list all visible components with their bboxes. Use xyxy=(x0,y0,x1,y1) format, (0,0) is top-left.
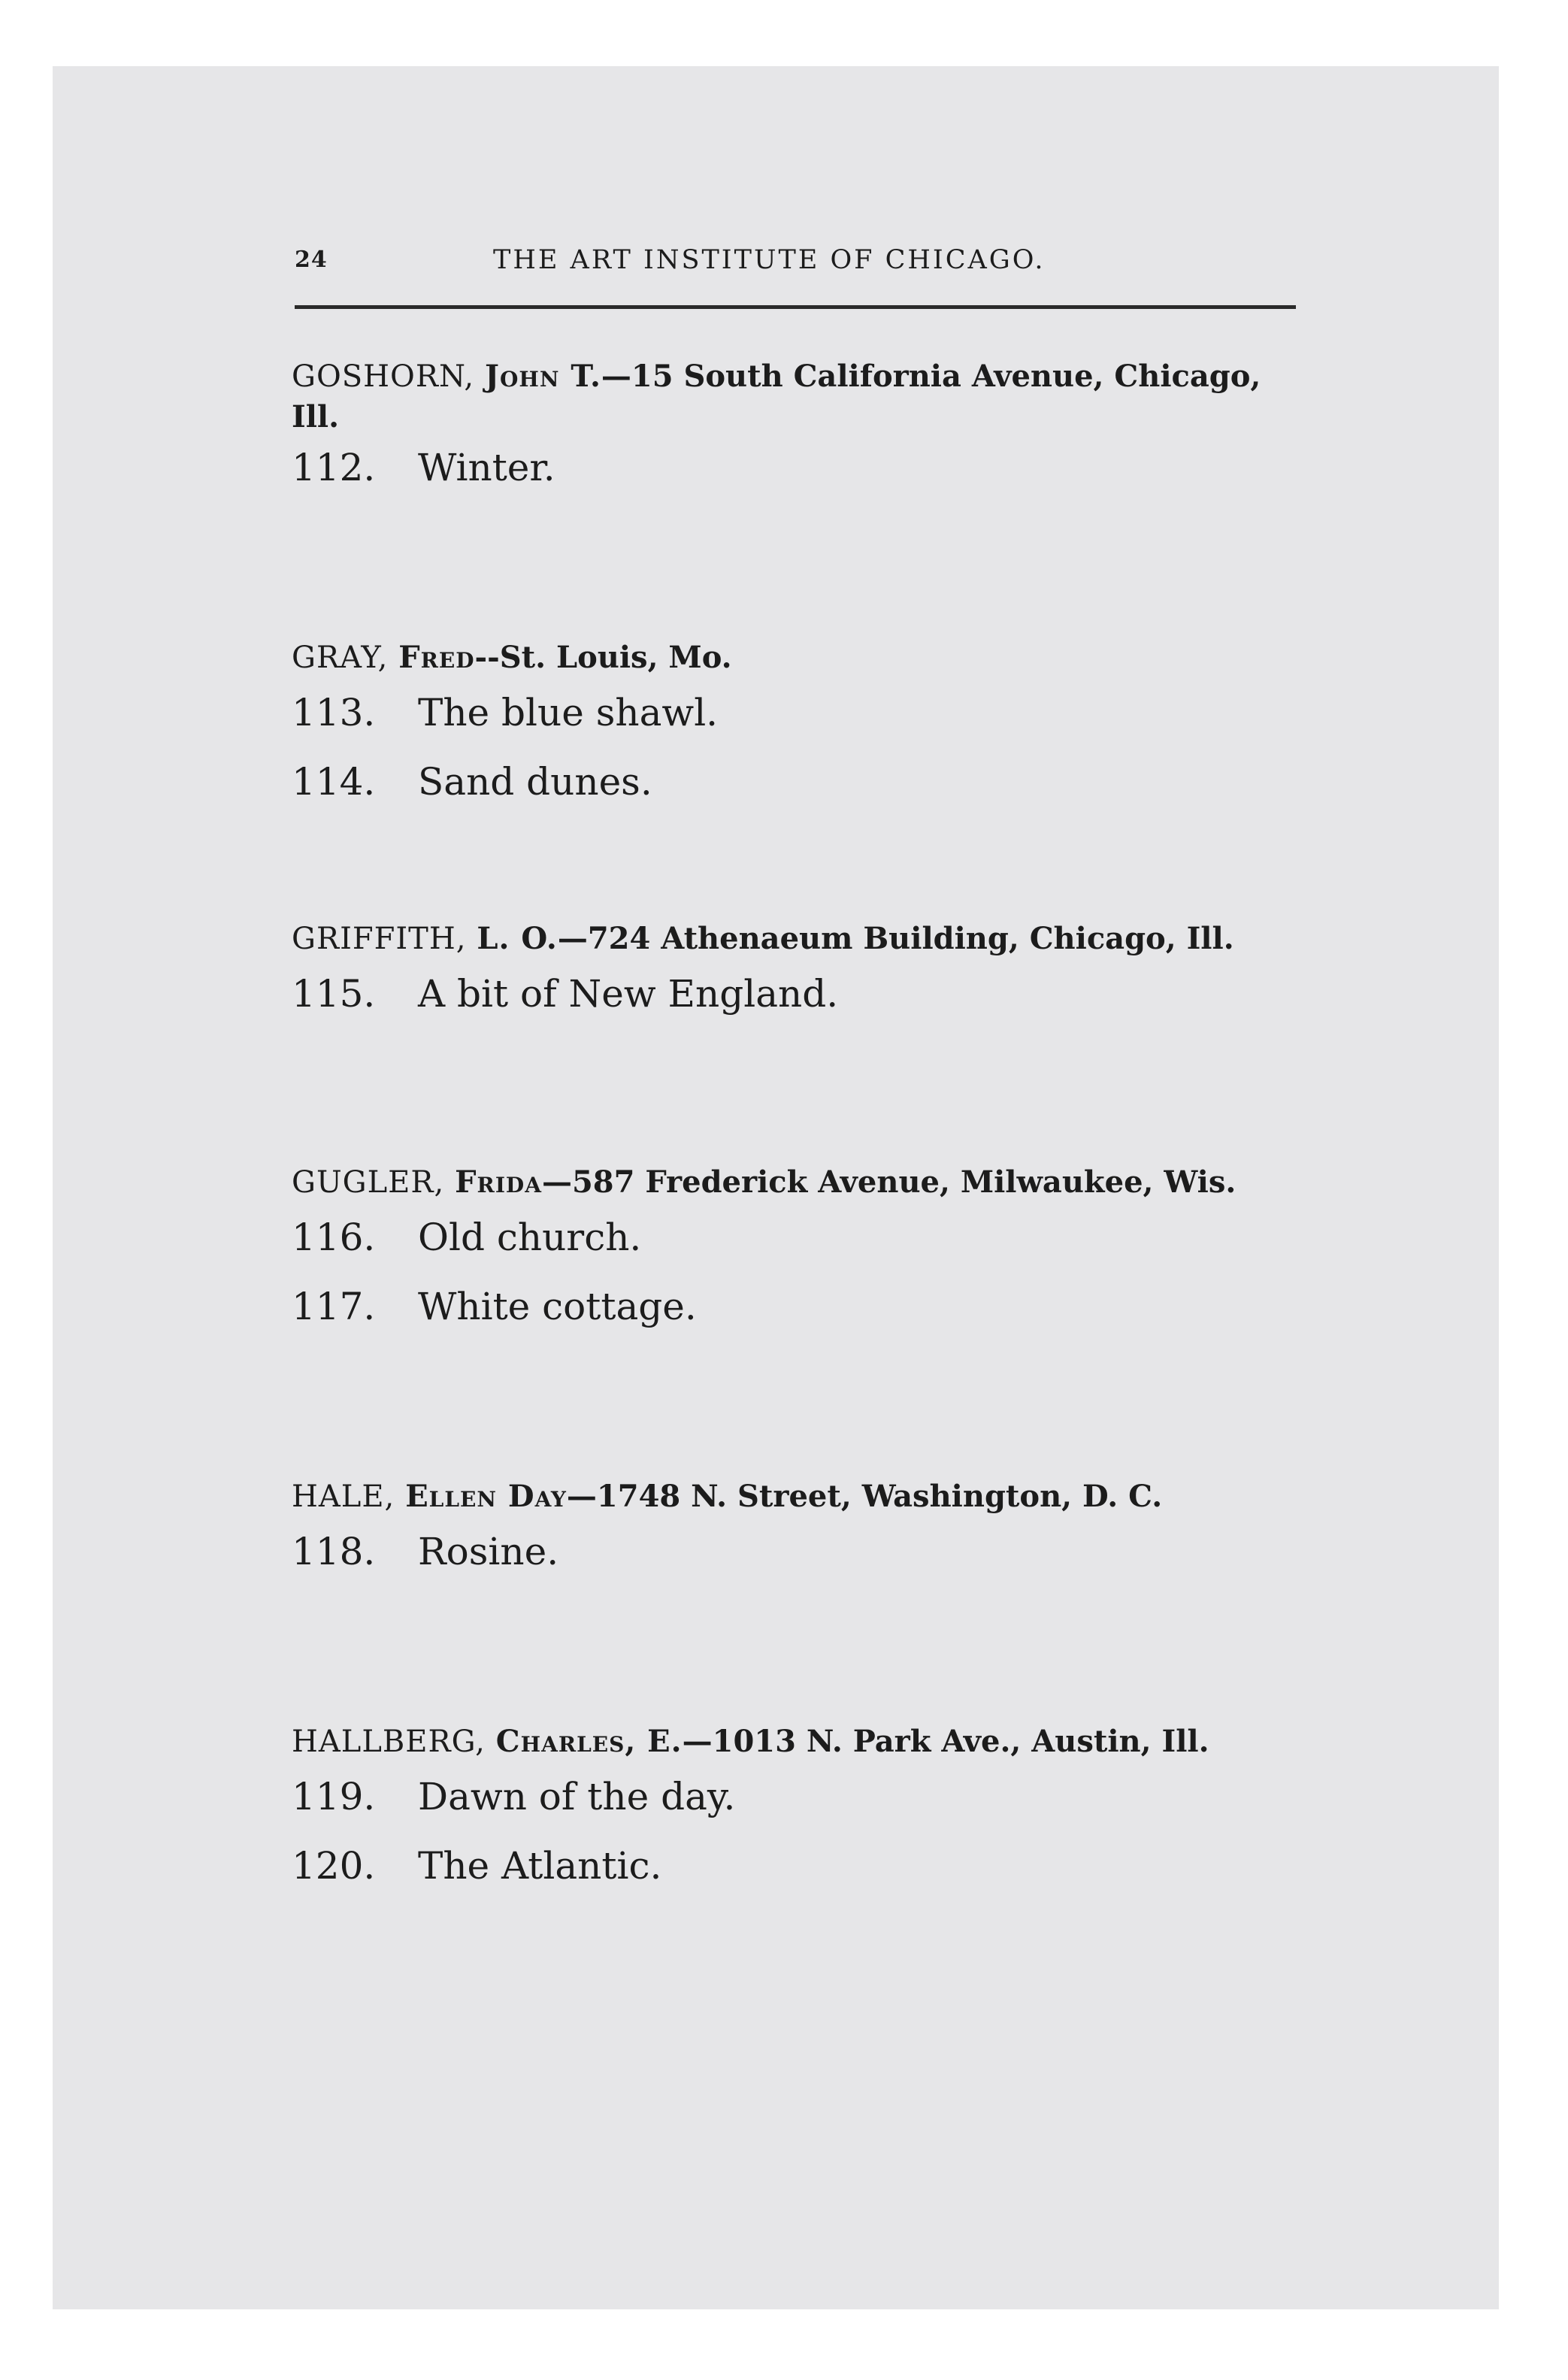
work-title: Winter. xyxy=(418,446,555,489)
work-number: 119. xyxy=(292,1775,376,1818)
artist-address: —1748 N. Street, Washington, D. C. xyxy=(566,1479,1163,1514)
artist-entry-goshorn xyxy=(292,356,1314,502)
work-number: 116. xyxy=(292,1216,376,1259)
artist-surname: GRIFFITH, xyxy=(292,922,467,956)
artist-given-name: Fred xyxy=(398,640,475,675)
work-item xyxy=(292,433,1314,502)
header-rule xyxy=(295,305,1296,309)
work-item xyxy=(292,1762,1314,1831)
work-title: The Atlantic. xyxy=(418,1844,662,1888)
running-title: THE ART INSTITUTE OF CHICAGO. xyxy=(493,245,1046,275)
artist-address: —15 South California Avenue, Chicago, xyxy=(601,359,1261,394)
artist-line xyxy=(292,1721,1314,1762)
work-number: 120. xyxy=(292,1844,376,1888)
work-number: 118. xyxy=(292,1530,376,1573)
work-title: Sand dunes. xyxy=(418,760,652,804)
work-number: 114. xyxy=(292,760,376,804)
artist-entry-hallberg xyxy=(292,1721,1314,1900)
artist-line xyxy=(292,1162,1314,1203)
work-title: A bit of New England. xyxy=(418,972,839,1016)
work-item xyxy=(292,1203,1314,1272)
artist-surname: GUGLER, xyxy=(292,1165,445,1200)
artist-given-name: Ellen Day xyxy=(405,1479,567,1514)
artist-address: --St. Louis, Mo. xyxy=(474,640,732,675)
work-title: Old church. xyxy=(418,1216,642,1259)
artist-line xyxy=(292,1476,1314,1517)
work-item xyxy=(292,1831,1314,1900)
artist-entry-gugler xyxy=(292,1162,1314,1341)
artist-address: —587 Frederick Avenue, Milwaukee, Wis. xyxy=(541,1164,1237,1200)
page-number: 24 xyxy=(295,247,328,273)
work-item xyxy=(292,1517,1314,1586)
work-title: Rosine. xyxy=(418,1530,559,1573)
work-item xyxy=(292,747,1314,816)
work-title: Dawn of the day. xyxy=(418,1775,736,1818)
work-number: 112. xyxy=(292,446,376,489)
artist-surname: HALLBERG, xyxy=(292,1724,486,1759)
artist-given-name: John T. xyxy=(485,359,601,394)
work-item xyxy=(292,678,1314,747)
artist-address: —724 Athenaeum Building, Chicago, Ill. xyxy=(557,921,1234,956)
artist-given-name: Frida xyxy=(455,1164,542,1200)
artist-entry-hale xyxy=(292,1476,1314,1586)
work-title: The blue shawl. xyxy=(418,691,719,734)
work-item xyxy=(292,1272,1314,1341)
artist-line xyxy=(292,919,1314,959)
artist-entry-gray xyxy=(292,637,1314,816)
artist-surname: HALE, xyxy=(292,1479,395,1514)
artist-address: —1013 N. Park Ave., Austin, Ill. xyxy=(682,1724,1209,1759)
work-item xyxy=(292,959,1314,1028)
artist-entry-griffith xyxy=(292,919,1314,1028)
artist-given-name: Charles, E. xyxy=(495,1724,683,1759)
work-number: 115. xyxy=(292,972,376,1016)
artist-address-continued: Ill. xyxy=(292,399,340,435)
artist-line xyxy=(292,356,1314,438)
artist-given-name: L. O. xyxy=(477,921,558,956)
artist-surname: GRAY, xyxy=(292,640,389,675)
artist-surname: GOSHORN, xyxy=(292,359,475,394)
page-header xyxy=(292,239,1296,277)
work-number: 117. xyxy=(292,1285,376,1328)
work-title: White cottage. xyxy=(418,1285,697,1328)
artist-line xyxy=(292,637,1314,678)
work-number: 113. xyxy=(292,691,376,734)
